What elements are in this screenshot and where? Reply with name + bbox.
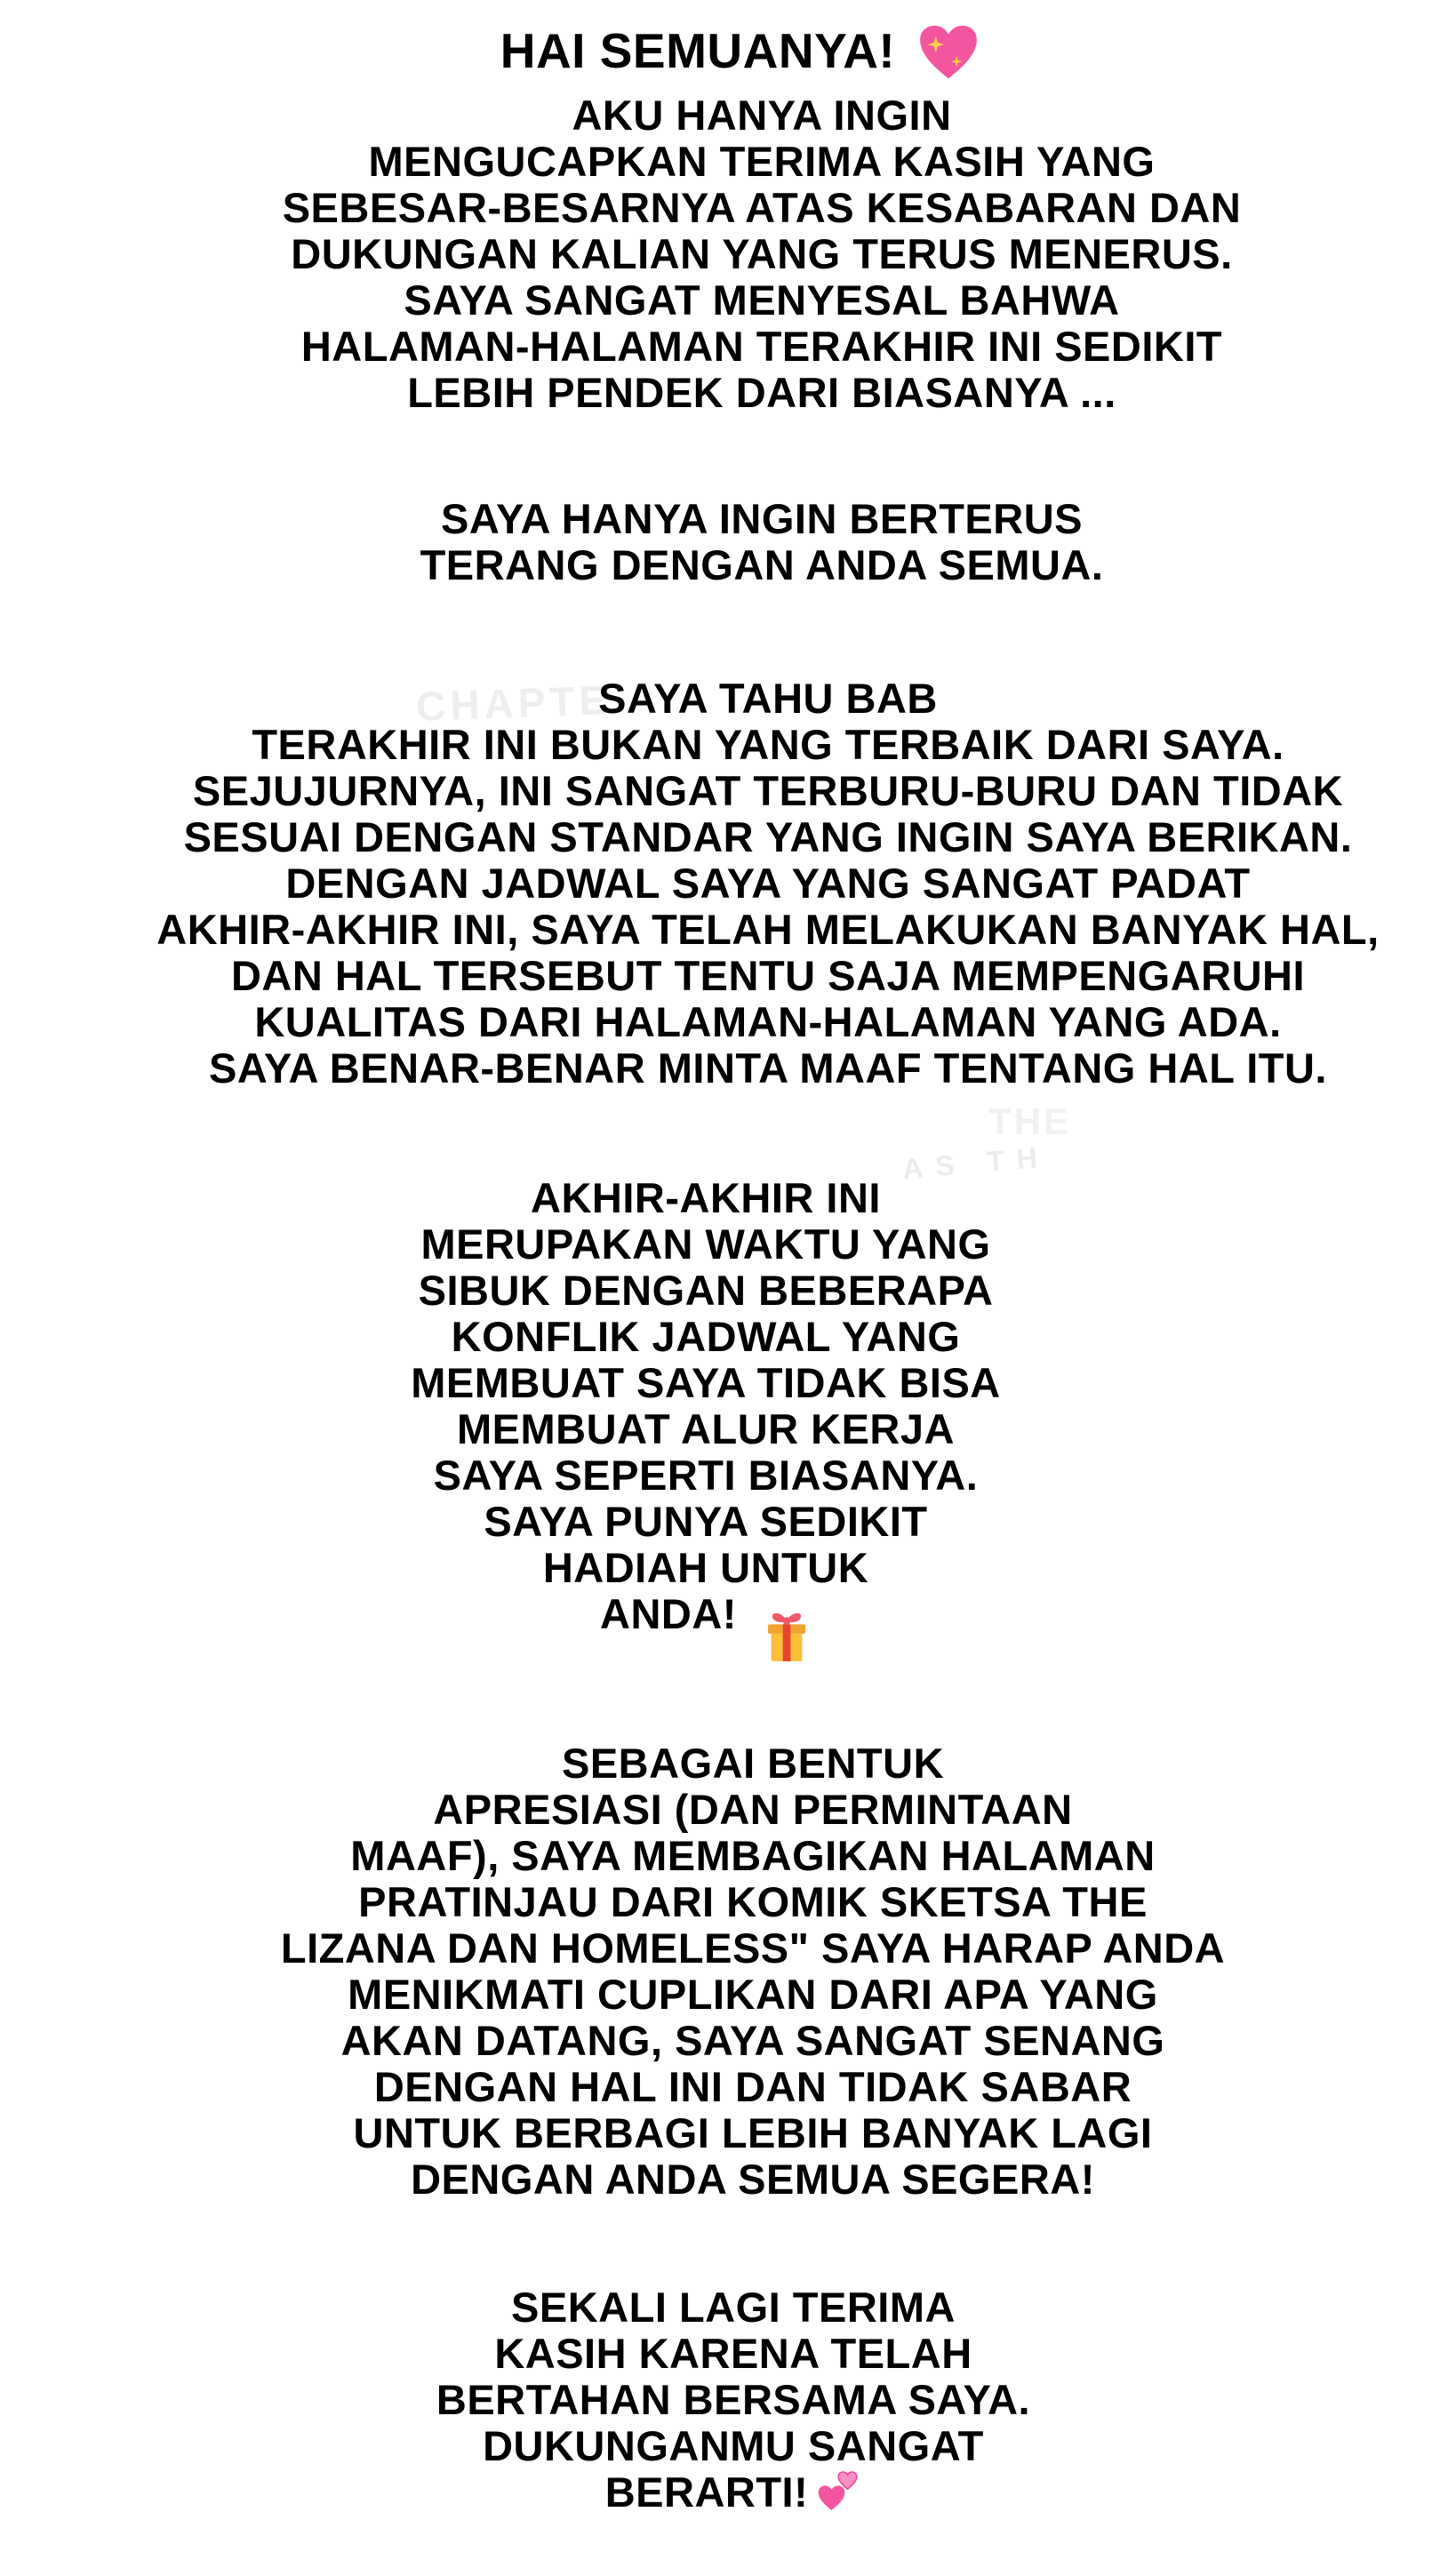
- gift-line: [0, 1591, 1434, 1664]
- text-line: LEBIH PENDEK DARI BIASANYA ...: [407, 369, 1116, 416]
- text-line: DENGAN HAL INI DAN TIDAK SABAR: [373, 2063, 1132, 2110]
- text-line: SAYA HANYA INGIN BERTERUS: [440, 495, 1084, 542]
- text-line: MEMBUAT SAYA TIDAK BISA: [411, 1359, 1001, 1406]
- text-line: SAYA SEPERTI BIASANYA.: [433, 1452, 979, 1499]
- text-line: DUKUNGANMU SANGAT: [483, 2422, 984, 2469]
- text-line: BERTAHAN BERSAMA SAYA.: [436, 2376, 1031, 2423]
- paragraph-chapter-apology: [40, 676, 1456, 1092]
- text-line: SEJUJURNYA, INI SANGAT TERBURU-BURU DAN TIDAK: [192, 767, 1344, 814]
- text-line: KASIH KARENA TELAH: [494, 2330, 972, 2377]
- gift-ribbon-body: [783, 1634, 791, 1661]
- text-line: SAYA PUNYA SEDIKIT: [484, 1498, 928, 1545]
- text-line: AKAN DATANG, SAYA SANGAT SENANG: [340, 2017, 1165, 2064]
- hearts-line-text: BERARTI!: [604, 2468, 809, 2516]
- gift-icon: [762, 1609, 812, 1664]
- text-line: SEBAGAI BENTUK: [561, 1740, 945, 1787]
- paragraph-honest: [34, 496, 1456, 588]
- hearts-line: [5, 2469, 1456, 2516]
- text-line: MEMBUAT ALUR KERJA: [457, 1405, 955, 1452]
- text-line: DAN HAL TERSEBUT TENTU SAJA MEMPENGARUHI: [230, 952, 1306, 999]
- text-line: DENGAN ANDA SEMUA SEGERA!: [411, 2156, 1095, 2203]
- text-line: HALAMAN-HALAMAN TERAKHIR INI SEDIKIT: [300, 323, 1223, 370]
- text-line: TERANG DENGAN ANDA SEMUA.: [420, 541, 1104, 588]
- text-line: SAYA SANGAT MENYESAL BAHWA: [404, 276, 1120, 324]
- sparkling-heart-icon: [916, 23, 980, 84]
- gift-ribbon-lid: [783, 1624, 791, 1634]
- busy-schedule-lines: [0, 1175, 1434, 1591]
- title-line: [12, 23, 1456, 84]
- closing-thanks-lines: [5, 2284, 1456, 2469]
- text-line: MAAF), SAYA MEMBAGIKAN HALAMAN: [350, 1832, 1156, 1879]
- text-line: KUALITAS DARI HALAMAN-HALAMAN YANG ADA.: [254, 998, 1282, 1045]
- text-line: PRATINJAU DARI KOMIK SKETSA THE: [358, 1878, 1148, 1925]
- text-line: AKHIR-AKHIR INI: [531, 1174, 881, 1221]
- text-line: AKHIR-AKHIR INI, SAYA TELAH MELAKUKAN BANYAK HAL,: [156, 906, 1380, 953]
- text-line: SAYA TAHU BAB: [598, 675, 938, 722]
- big-heart-shape: [819, 2485, 845, 2510]
- text-line: KONFLIK JADWAL YANG: [451, 1313, 961, 1360]
- paragraph-busy-schedule: [0, 1175, 1434, 1664]
- paragraph-thanks: [34, 92, 1456, 416]
- text-line: SIBUK DENGAN BEBERAPA: [418, 1267, 994, 1314]
- ghost-watermark-chapter: CHAPTE: [415, 676, 612, 730]
- text-line: SEBESAR-BESARNYA ATAS KESABARAN DAN: [282, 184, 1242, 231]
- text-line: MERUPAKAN WAKTU YANG: [420, 1220, 991, 1268]
- text-line: MENGUCAPKAN TERIMA KASIH YANG: [368, 138, 1156, 185]
- text-line: AKU HANYA INGIN: [572, 92, 952, 139]
- paragraph-closing-thanks: [5, 2284, 1456, 2516]
- text-line: SESUAI DENGAN STANDAR YANG INGIN SAYA BERIKAN.: [183, 813, 1353, 860]
- greeting-title: [12, 23, 1456, 84]
- gift-bow-knot: [783, 1617, 791, 1625]
- paragraph-preview-announcement: [25, 1740, 1456, 2203]
- text-line: MENIKMATI CUPLIKAN DARI APA YANG: [348, 1971, 1158, 2018]
- text-line: UNTUK BERBAGI LEBIH BANYAK LAGI: [353, 2109, 1153, 2156]
- gift-line-text: ANDA!: [600, 1590, 737, 1637]
- text-line: APRESIASI (DAN PERMINTAAN: [433, 1786, 1073, 1833]
- text-line: DUKUNGAN KALIAN YANG TERUS MENERUS.: [291, 230, 1233, 277]
- text-line: DENGAN JADWAL SAYA YANG SANGAT PADAT: [285, 860, 1251, 907]
- text-line: SAYA BENAR-BENAR MINTA MAAF TENTANG HAL ITU.: [209, 1044, 1327, 1092]
- heart-shape: [920, 26, 977, 78]
- text-line: HADIAH UNTUK: [542, 1544, 869, 1591]
- ghost-watermark-the: THE: [988, 1100, 1071, 1142]
- text-line: SEKALI LAGI TERIMA: [511, 2284, 956, 2331]
- text-line: TERAKHIR INI BUKAN YANG TERBAIK DARI SAYA.: [252, 721, 1284, 768]
- two-hearts-icon: [817, 2471, 861, 2516]
- greeting-text: HAI SEMUANYA!: [500, 23, 896, 78]
- ghost-watermark-fragment: AS TH: [900, 1140, 1052, 1186]
- text-line: LIZANA DAN HOMELESS" SAYA HARAP ANDA: [280, 1924, 1226, 1972]
